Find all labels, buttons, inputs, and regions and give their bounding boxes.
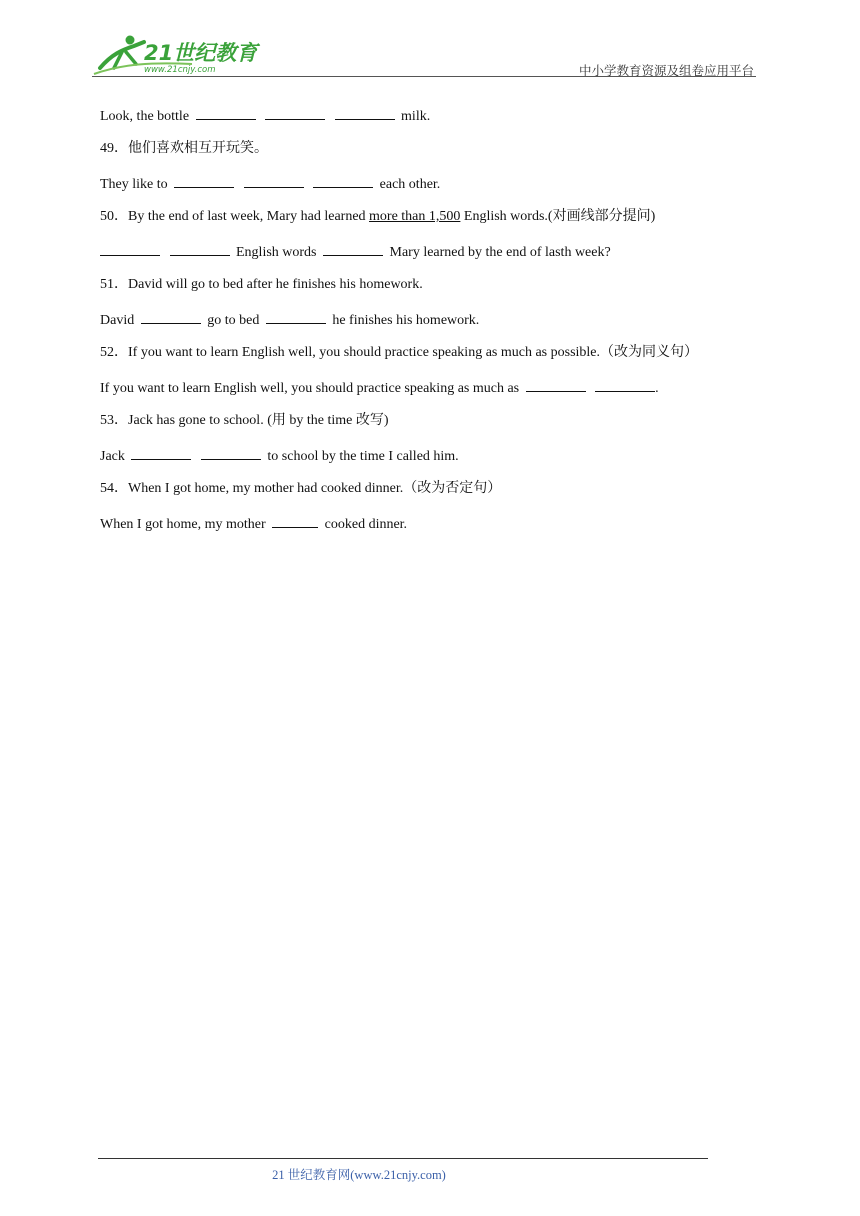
question-49: 49．他们喜欢相互开玩笑。 — [100, 141, 268, 156]
answer-blank — [272, 512, 318, 528]
answer-blank — [595, 376, 655, 392]
answer-blank — [131, 444, 191, 460]
footer-text: 21 世纪教育网(www.21cnjy.com) — [272, 1168, 446, 1182]
answer-blank — [100, 240, 160, 256]
answer-line: Jack to school by the time I called him. — [100, 444, 760, 478]
answer-blank — [323, 240, 383, 256]
answer-blank — [244, 172, 304, 188]
logo-url: www.21cnjy.com — [144, 65, 216, 75]
question-54: 54．When I got home, my mother had cooked dinner.（改为否定句） — [100, 481, 502, 496]
logo — [92, 34, 262, 76]
header-rule — [92, 76, 756, 77]
answer-blank — [196, 104, 256, 120]
answer-line: Look, the bottle milk. — [100, 104, 760, 138]
answer-blank — [335, 104, 395, 120]
logo-text: 21世纪教育 — [144, 41, 258, 65]
answer-blank — [141, 308, 201, 324]
underlined-phrase: more than 1,500 — [369, 209, 461, 224]
answer-blank — [174, 172, 234, 188]
answer-line: They like to each other. — [100, 172, 760, 206]
footer-rule — [98, 1158, 708, 1159]
answer-blank — [170, 240, 230, 256]
answer-line: If you want to learn English well, you should practice speaking as much as . — [100, 376, 760, 410]
answer-blank — [266, 308, 326, 324]
answer-line: When I got home, my mother cooked dinner. — [100, 512, 760, 546]
answer-blank — [265, 104, 325, 120]
question-50: 50．By the end of last week, Mary had learned more than 1,500 English words.(对画线部分提问) — [100, 209, 656, 224]
answer-blank — [201, 444, 261, 460]
question-list — [100, 104, 760, 546]
page-header — [92, 32, 756, 78]
question-53: 53．Jack has gone to school. (用 by the time 改写) — [100, 413, 389, 428]
question-52: 52．If you want to learn English well, you should practice speaking as much as possible.（改为同义句） — [100, 345, 699, 360]
answer-blank — [526, 376, 586, 392]
answer-blank — [313, 172, 373, 188]
question-51: 51．David will go to bed after he finishes his homework. — [100, 277, 423, 292]
answer-line: English words Mary learned by the end of lasth week? — [100, 240, 760, 274]
header-platform-text: 中小学教育资源及组卷应用平台 — [578, 63, 754, 78]
answer-line: David go to bed he finishes his homework. — [100, 308, 760, 342]
